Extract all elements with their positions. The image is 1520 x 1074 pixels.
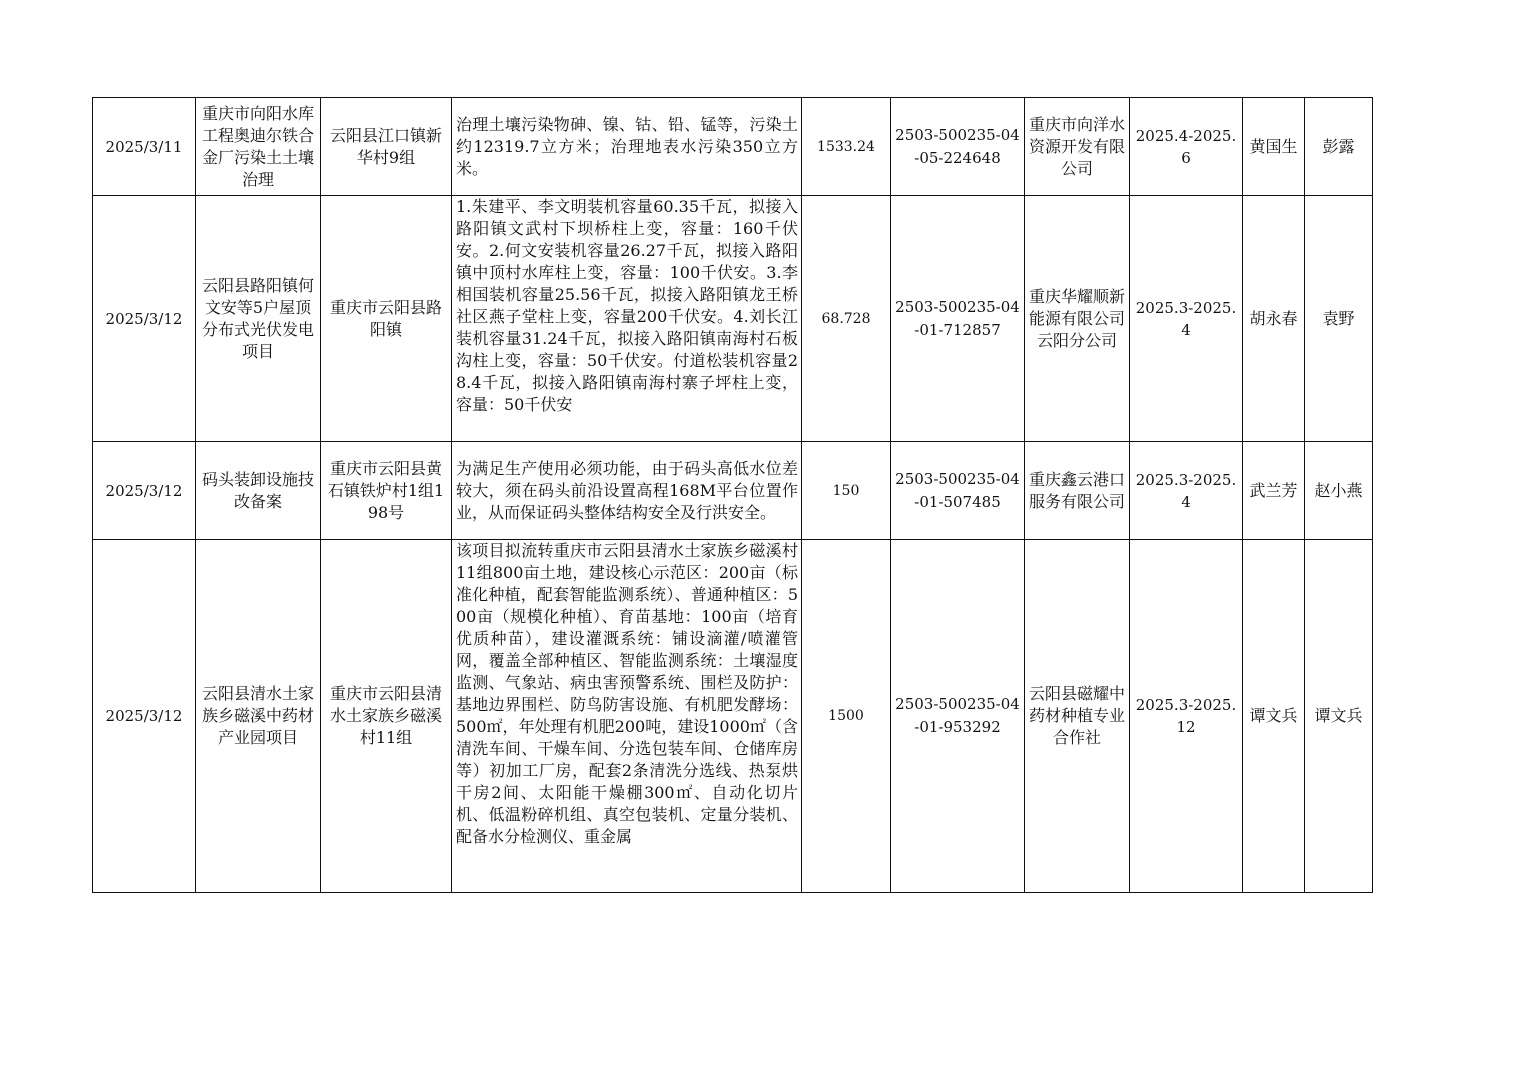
person-cell: 谭文兵 [1243,540,1305,893]
person-cell: 黄国生 [1243,98,1305,196]
contact-cell: 谭文兵 [1305,540,1373,893]
person-cell: 胡永春 [1243,196,1305,442]
table-row [93,98,1373,196]
period-cell: 2025.3-2025.4 [1130,442,1243,540]
project-name-cell: 云阳县清水土家族乡磁溪中药材产业园项目 [196,540,321,893]
location-cell: 重庆市云阳县路阳镇 [321,196,452,442]
location-cell: 重庆市云阳县黄石镇铁炉村1组198号 [321,442,452,540]
investment-cell: 1533.24 [802,98,891,196]
date-cell: 2025/3/11 [93,98,196,196]
date-cell: 2025/3/12 [93,540,196,893]
table-row [93,442,1373,540]
project-code-cell: 2503-500235-04-01-953292 [891,540,1025,893]
content-cell: 治理土壤污染物砷、镍、钴、铅、锰等，污染土约12319.7立方米；治理地表水污染350立方米。 [452,98,802,196]
person-cell: 武兰芳 [1243,442,1305,540]
period-cell: 2025.3-2025.12 [1130,540,1243,893]
company-cell: 重庆市向洋水资源开发有限公司 [1025,98,1130,196]
date-cell: 2025/3/12 [93,442,196,540]
location-cell: 云阳县江口镇新华村9组 [321,98,452,196]
project-name-cell: 云阳县路阳镇何文安等5户屋顶分布式光伏发电项目 [196,196,321,442]
project-code-cell: 2503-500235-04-05-224648 [891,98,1025,196]
content-cell: 该项目拟流转重庆市云阳县清水土家族乡磁溪村11组800亩土地，建设核心示范区：200亩（标准化种植，配套智能监测系统）、普通种植区：500亩（规模化种植）、育苗基地：100亩（培育优质种苗），建设灌溉系统：铺设滴灌/喷灌管网，覆盖全部种植区、智能监测系统：土壤湿度监测、气象站、病虫害预警系统、围栏及防护：基地边界围栏、防鸟防害设施、有机肥发酵场：500㎡，年处理有机肥200吨，建设1000㎡（含清洗车间、干燥车间、分选包装车间、仓储库房等）初加工厂房，配套2条清洗分选线、热泵烘干房2间、太阳能干燥棚300㎡、自动化切片机、低温粉碎机组、真空包装机、定量分装机、配备水分检测仪、重金属 [452,540,802,893]
project-table [92,97,1373,893]
company-cell: 重庆鑫云港口服务有限公司 [1025,442,1130,540]
investment-cell: 150 [802,442,891,540]
company-cell: 云阳县磁耀中药材种植专业合作社 [1025,540,1130,893]
table-row [93,196,1373,442]
project-code-cell: 2503-500235-04-01-712857 [891,196,1025,442]
date-cell: 2025/3/12 [93,196,196,442]
period-cell: 2025.3-2025.4 [1130,196,1243,442]
table-row [93,540,1373,893]
content-cell: 为满足生产使用必须功能，由于码头高低水位差较大，须在码头前沿设置高程168M平台位置作业，从而保证码头整体结构安全及行洪安全。 [452,442,802,540]
project-name-cell: 码头装卸设施技改备案 [196,442,321,540]
company-cell: 重庆华耀顺新能源有限公司云阳分公司 [1025,196,1130,442]
location-cell: 重庆市云阳县清水土家族乡磁溪村11组 [321,540,452,893]
project-code-cell: 2503-500235-04-01-507485 [891,442,1025,540]
period-cell: 2025.4-2025.6 [1130,98,1243,196]
contact-cell: 彭露 [1305,98,1373,196]
contact-cell: 赵小燕 [1305,442,1373,540]
investment-cell: 1500 [802,540,891,893]
project-name-cell: 重庆市向阳水库工程奥迪尔铁合金厂污染土土壤治理 [196,98,321,196]
content-cell: 1.朱建平、李文明装机容量60.35千瓦，拟接入路阳镇文武村下坝桥柱上变，容量：160千伏安。2.何文安装机容量26.27千瓦，拟接入路阳镇中顶村水库柱上变，容量：100千伏安。3.李相国装机容量25.56千瓦，拟接入路阳镇龙王桥社区燕子堂柱上变，容量200千伏安。4.刘长江装机容量31.24千瓦，拟接入路阳镇南海村石板沟柱上变，容量：50千伏安。付道松装机容量28.4千瓦，拟接入路阳镇南海村寨子坪柱上变，容量：50千伏安 [452,196,802,442]
investment-cell: 68.728 [802,196,891,442]
contact-cell: 袁野 [1305,196,1373,442]
